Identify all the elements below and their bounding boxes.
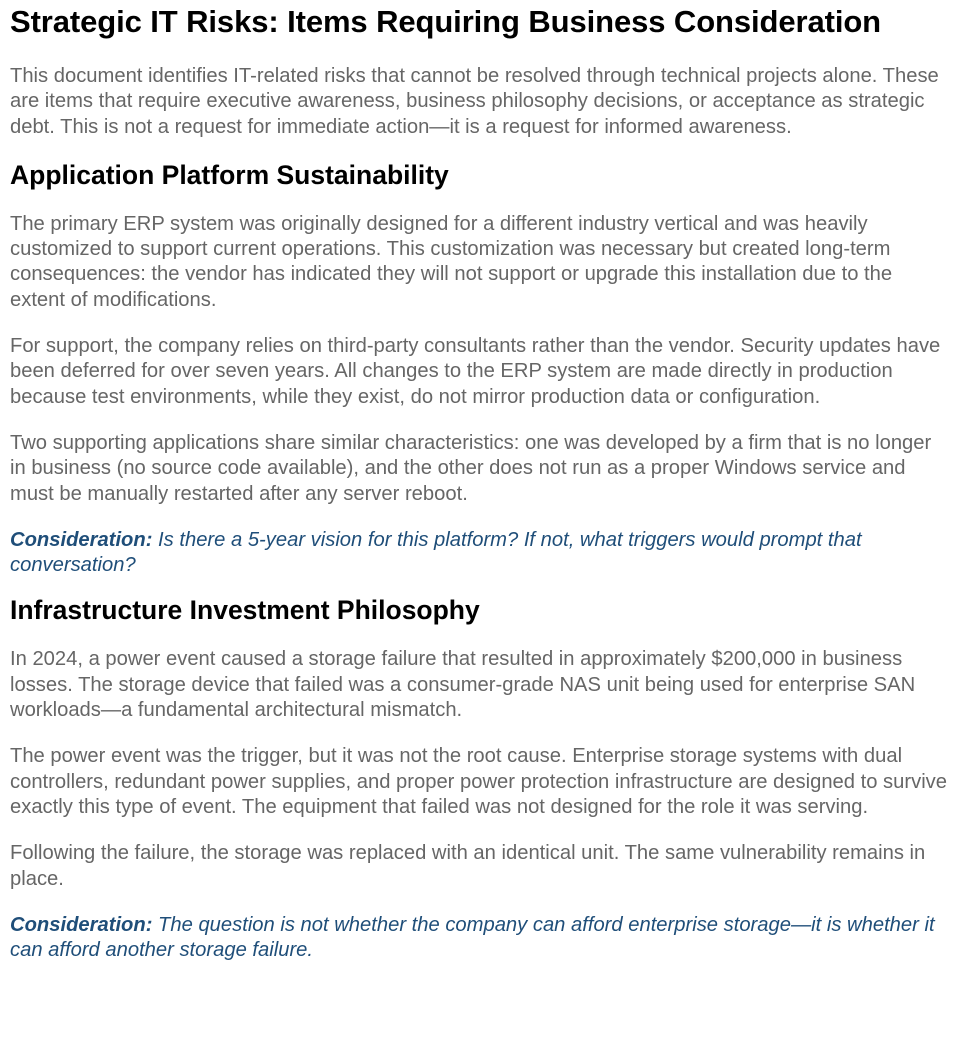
document-title: Strategic IT Risks: Items Requiring Business Consideration <box>10 4 882 39</box>
consideration-callout <box>10 528 952 579</box>
section-paragraph: Two supporting applications share similar characteristics: one was developed by a firm that is no longer in business (no source code available), and the other does not run as a proper Windows service and must be manually restarted after any server reboot. <box>10 431 932 505</box>
section-paragraph: For support, the company relies on third-party consultants rather than the vendor. Security updates have been deferred for over seven years. All changes to the ERP system are made directly in production because test environments, while they exist, do not mirror production data or configuration. <box>10 335 941 408</box>
section-heading: Infrastructure Investment Philosophy <box>10 595 480 626</box>
section-paragraph: The primary ERP system was originally designed for a different industry vertical and was heavily customized to support current operations. This customization was necessary but created long-term consequences: the vendor has indicated they will not support or upgrade this installation due to the extent of modifications. <box>10 212 893 311</box>
intro-paragraph: This document identifies IT-related risks that cannot be resolved through technical projects alone. These are items that require executive awareness, business philosophy decisions, or acceptance as strategic debt. This is not a request for immediate action—it is a request for informed awareness. <box>10 65 939 138</box>
consideration-label: Consideration: <box>10 913 153 936</box>
section-paragraph: The power event was the trigger, but it was not the root cause. Enterprise storage systems with dual controllers, redundant power supplies, and proper power protection infrastructure are designed to survive exactly this type of event. The equipment that failed was not designed for the role it was serving. <box>10 745 947 818</box>
consideration-label: Consideration: <box>10 528 153 551</box>
section-heading: Application Platform Sustainability <box>10 159 449 190</box>
consideration-callout <box>10 913 952 964</box>
consideration-text: The question is not whether the company can afford enterprise storage—it is whether it can afford another storage failure. <box>10 913 935 962</box>
section-paragraph: In 2024, a power event caused a storage failure that resulted in approximately $200,000 in business losses. The storage device that failed was a consumer-grade NAS unit being used for enterprise SAN workloads—a fundamental architectural mismatch. <box>10 648 916 722</box>
section-application-platform <box>10 158 952 579</box>
section-paragraph: Following the failure, the storage was replaced with an identical unit. The same vulnerability remains in place. <box>10 842 926 890</box>
section-infrastructure-investment <box>10 593 952 963</box>
consideration-text: Is there a 5-year vision for this platform? If not, what triggers would prompt that conversation? <box>10 528 862 577</box>
